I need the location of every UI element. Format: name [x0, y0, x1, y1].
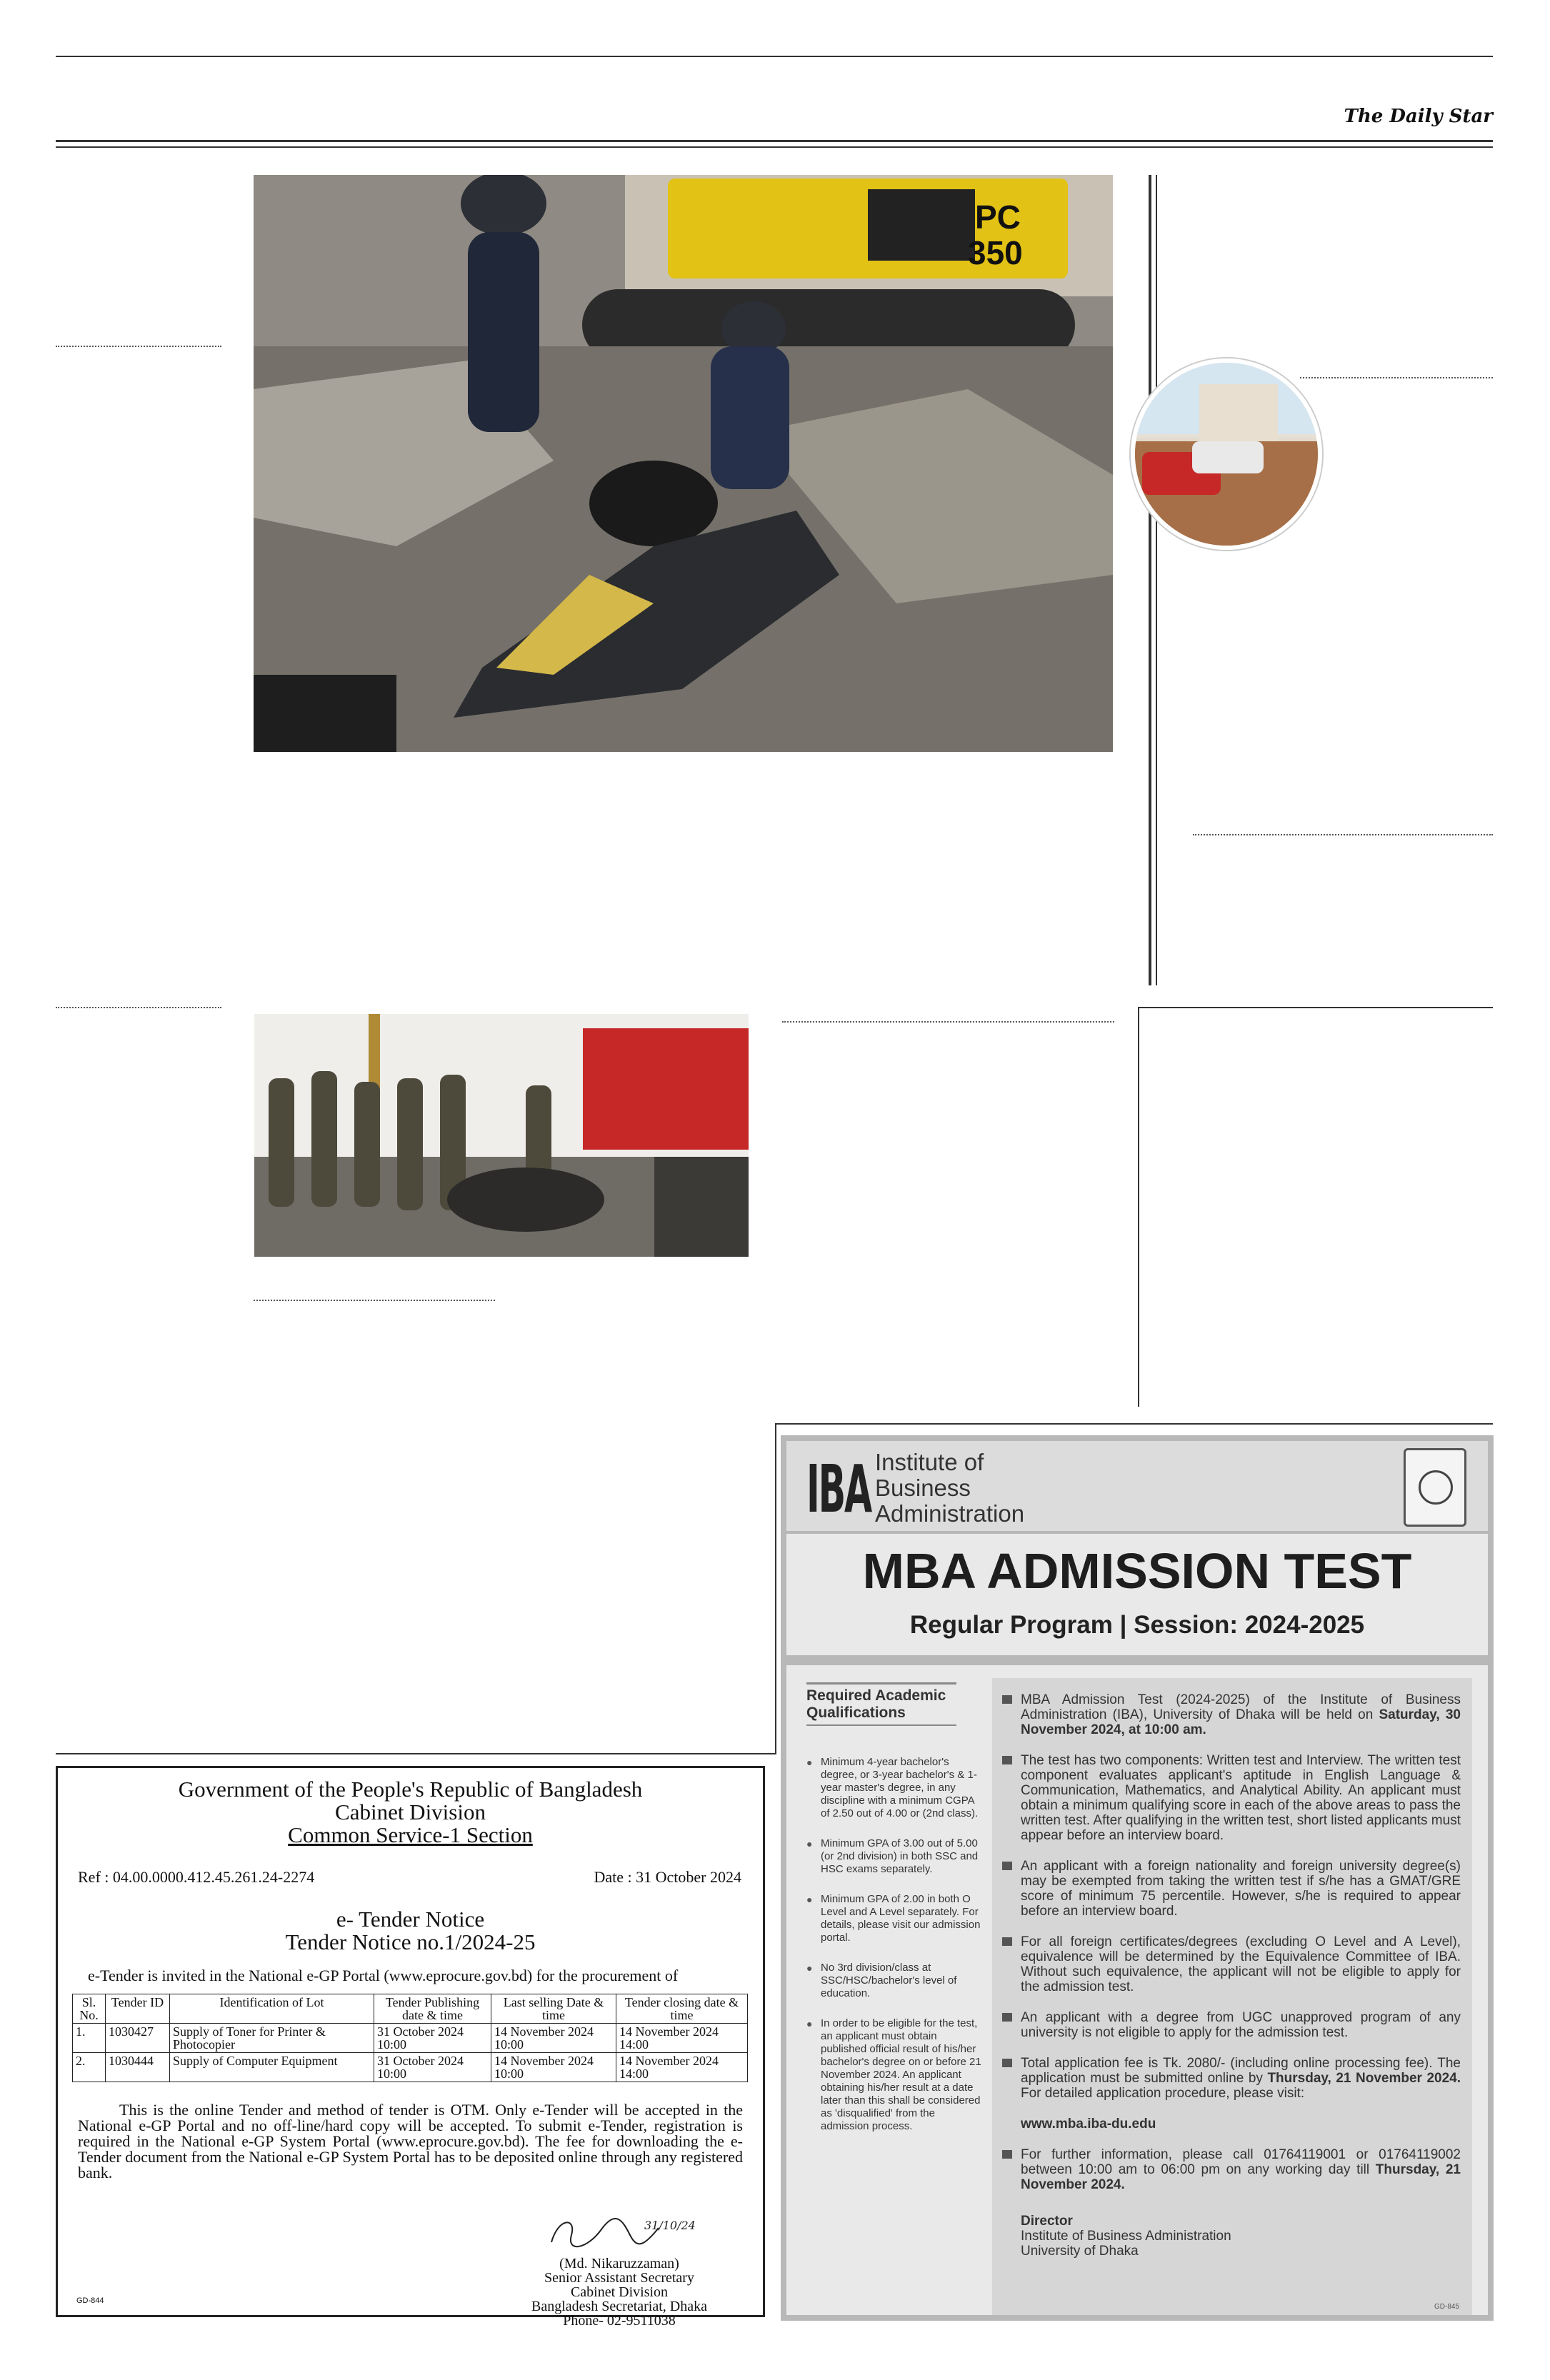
detail-paragraph: The test has two components: Written test and Interview. The written test component evaluates applicant's aptitude in English Language & Communication, Mathematics, and Analytical Ability. An applicant must obtain a minimum qualifying score in each of the above areas to pass the written test. After qualifying in the written test, short listed applicants must appear before an interview board.: [1002, 1753, 1461, 1843]
notice-heading-line: Cabinet Division: [335, 1799, 486, 1824]
notice-code: GD-844: [76, 2296, 104, 2305]
iba-name-line: Business: [875, 1475, 971, 1501]
table-cell: 14 November 2024 14:00: [616, 2053, 748, 2082]
detail-paragraph: [1002, 2147, 1461, 2192]
table-cell: 14 November 2024 10:00: [491, 2053, 616, 2082]
column-separator: [56, 346, 221, 347]
seal-emblem-icon: [1419, 1470, 1453, 1505]
column-header: Tender closing date & time: [616, 1994, 748, 2024]
column-header: Tender Publishing date & time: [374, 1994, 491, 2024]
iba-name-line: Administration: [875, 1500, 1025, 1527]
iba-ad-body: [786, 1441, 1488, 2315]
detail-text: Total application fee is Tk. 2080/- (including online processing fee). The application must be submitted online by: [1021, 2056, 1461, 2086]
signatory-name: (Md. Nikaruzzaman): [559, 2256, 679, 2271]
iba-ad-header: [786, 1441, 1488, 1534]
list-item: ● No 3rd division/class at SSC/HSC/bachelor's level of education.: [806, 1962, 985, 2000]
admission-url-link[interactable]: www.mba.iba-du.edu: [1021, 2117, 1156, 2132]
list-item: ● Minimum 4-year bachelor's degree, or 3-year bachelor's & 1-year master's degree, in any discipline with a minimum CGPA of 2.50 out of 4.00 or (2nd class).: [806, 1756, 985, 1820]
header-rule-1: [56, 140, 1493, 142]
tender-number: Tender Notice no.1/2024-25: [285, 1929, 536, 1954]
notice-heading-line: Government of the People's Republic of Bangladesh: [178, 1777, 643, 1802]
table-cell: 1030444: [106, 2053, 170, 2082]
column-header: Last selling Date & time: [491, 1994, 616, 2024]
svg-text:350: 350: [968, 234, 1023, 271]
main-photo-illustration: [254, 175, 1113, 752]
signatory-phone: Phone- 02-9511038: [563, 2313, 676, 2329]
list-item: ● Minimum GPA of 3.00 out of 5.00 (or 2nd division) in both SSC and HSC exams separately.: [806, 1837, 985, 1876]
director-org: University of Dhaka: [1021, 2244, 1139, 2259]
secondary-news-photo: [254, 1014, 749, 1257]
ad-title: MBA ADMISSION TEST: [862, 1543, 1412, 1599]
table-cell: Supply of Computer Equipment: [170, 2053, 374, 2082]
notice-date: Date : 31 October 2024: [594, 1868, 741, 1886]
box-rule: [775, 1423, 1493, 1425]
iba-institute-name: [875, 1450, 1024, 1527]
masthead-logo: The Daily Star: [1344, 106, 1493, 127]
tender-body: This is the online Tender and method of tender is OTM. Only e-Tender will be accepted in the National e-GP Portal and no off-line/hard copy will be accepted. To submit e-Tender, registration is required in the National e-GP System Portal (www.eprocure.gov.bd). The fee for downloading the e-Tender document from the National e-GP System Portal has to be deposited online through any registered bank.: [78, 2101, 743, 2181]
detail-paragraph: [1002, 2056, 1461, 2101]
table-cell: 31 October 2024 10:00: [374, 2024, 491, 2053]
signature-scribble: [537, 2214, 701, 2254]
tender-intro: e-Tender is invited in the National e-GP Portal (www.eprocure.gov.bd) for the procurement of: [88, 1967, 679, 1984]
signature-date: 31/10/24: [644, 2219, 696, 2232]
signatory-title: Senior Assistant Secretary: [544, 2270, 694, 2286]
notice-heading-line: Common Service-1 Section: [288, 1822, 533, 1847]
tender-title: e- Tender Notice: [336, 1907, 485, 1932]
qualifications-column: [806, 1682, 985, 2150]
vertical-rule: [1156, 175, 1157, 985]
divider: [786, 1655, 1488, 1665]
table-cell: Supply of Toner for Printer & Photocopier: [170, 2024, 374, 2053]
table-row: [73, 2024, 748, 2053]
detail-paragraph: [1002, 1692, 1461, 1737]
table-cell: 2.: [73, 2053, 106, 2082]
tender-table: [72, 1994, 748, 2082]
detail-text: MBA Admission Test (2024-2025) of the Institute of Business Administration (IBA), University of Dhaka will be held on: [1021, 1692, 1461, 1722]
secondary-photo-illustration: [254, 1014, 749, 1257]
signature-block: [531, 2214, 707, 2328]
circle-photo-illustration: [1135, 363, 1318, 546]
iba-mba-admission-ad: [781, 1435, 1494, 2321]
table-header-row: [73, 1994, 748, 2024]
signatory-org: Cabinet Division: [570, 2284, 669, 2300]
detail-bold: Thursday, 21 November 2024.: [1021, 2162, 1461, 2192]
signatory-org: Bangladesh Secretariat, Dhaka: [531, 2299, 707, 2314]
government-tender-notice: [56, 1766, 765, 2329]
detail-paragraph: An applicant with a degree from UGC unapproved program of any university is not eligible to apply for the admission test.: [1002, 2010, 1461, 2040]
table-cell: 1030427: [106, 2024, 170, 2053]
detail-bold: Saturday, 30 November 2024, at 10:00 am.: [1021, 1707, 1461, 1737]
table-row: [73, 2053, 748, 2082]
detail-bold: Thursday, 21 November 2024.: [1267, 2071, 1461, 2086]
box-rule: [56, 1753, 776, 1754]
director-block: [1002, 2214, 1461, 2259]
main-news-photo: [254, 175, 1113, 752]
vertical-rule: [1149, 175, 1151, 985]
detail-text: For detailed application procedure, please visit:: [1021, 2086, 1305, 2101]
box-rule: [1139, 1007, 1493, 1008]
header-rule-2: [56, 146, 1493, 148]
iba-name-line: Institute of: [875, 1449, 984, 1475]
table-cell: 1.: [73, 2024, 106, 2053]
ad-code: GD-845: [1434, 2303, 1459, 2311]
university-seal-icon: [1404, 1448, 1466, 1527]
table-cell: 14 November 2024 10:00: [491, 2024, 616, 2053]
list-item: ● In order to be eligible for the test, an applicant must obtain published official result of his/her bachelor's degree on or before 21 November 2024. An applicant obtaining his/her result at a date later than this shall be considered as 'disqualified' from the admission process.: [806, 2017, 985, 2133]
table-cell: 14 November 2024 14:00: [616, 2024, 748, 2053]
qualifications-list: [806, 1756, 985, 2133]
column-header: Identification of Lot: [170, 1994, 374, 2024]
detail-paragraph: An applicant with a foreign nationality and foreign university degree(s) may be exempted from taking the written test if s/he has a GMAT/GRE score of minimum 75 percentile. However, s/he is required to appear before an interview board.: [1002, 1859, 1461, 1919]
column-separator: [1193, 834, 1493, 835]
column-separator: [56, 1007, 221, 1008]
column-header: Sl. No.: [73, 1994, 106, 2024]
column-separator: [1300, 377, 1493, 378]
svg-text:PC: PC: [975, 199, 1021, 236]
test-details-column: [992, 1678, 1472, 2315]
circle-inset-photo: [1131, 358, 1322, 550]
detail-text: For further information, please call 01764119001 or 01764119002 between 10:00 am to 06:00 pm on any working day till: [1021, 2147, 1461, 2177]
qualifications-heading: Required Academic Qualifications: [806, 1682, 956, 1726]
box-rule: [775, 1423, 776, 1753]
list-item: ● Minimum GPA of 2.00 in both O Level and A Level separately. For details, please visit our admission portal.: [806, 1893, 985, 1944]
column-header: Tender ID: [106, 1994, 170, 2024]
table-cell: 31 October 2024 10:00: [374, 2053, 491, 2082]
vertical-rule: [1138, 1007, 1139, 1407]
ad-subtitle: Regular Program | Session: 2024-2025: [909, 1611, 1365, 1639]
iba-logo: IBA: [806, 1451, 871, 1527]
column-separator: [254, 1300, 495, 1301]
director-org: Institute of Business Administration: [1021, 2229, 1231, 2244]
detail-paragraph: For all foreign certificates/degrees (excluding O Level and A Level), equivalence will be determined by the Equivalence Committee of IBA. Without such equivalence, the applicant will not be eligible to apply for the admission test.: [1002, 1934, 1461, 1994]
column-separator: [782, 1021, 1114, 1023]
reference-number: Ref : 04.00.0000.412.45.261.24-2274: [78, 1868, 315, 1886]
director-title: Director: [1021, 2214, 1073, 2229]
top-rule: [56, 56, 1493, 57]
